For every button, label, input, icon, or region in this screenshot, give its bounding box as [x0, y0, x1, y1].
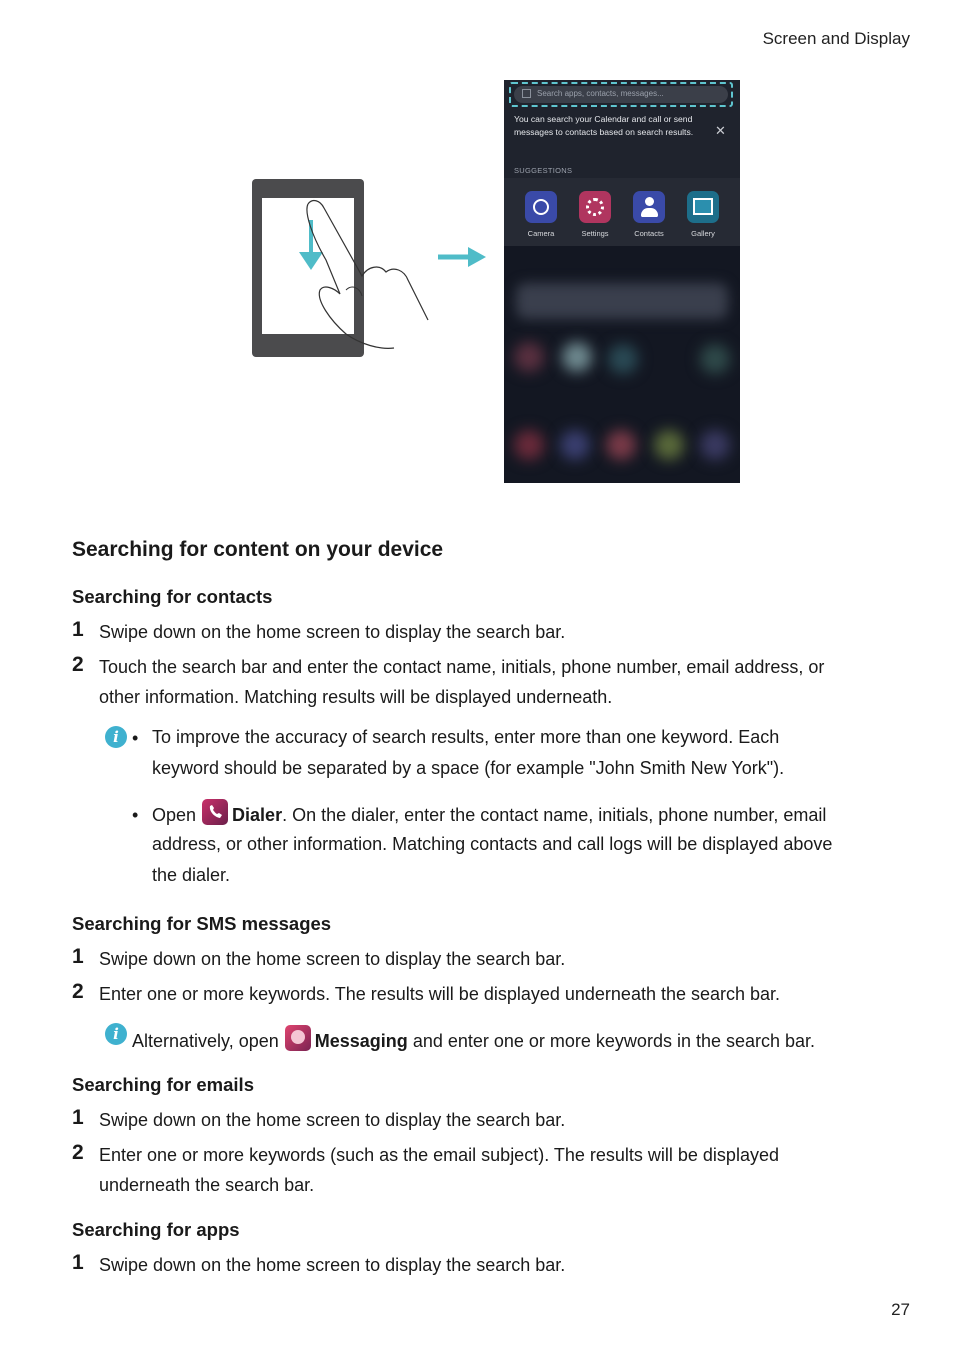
hand-gesture-icon [290, 190, 440, 360]
note-text: keyword should be separated by a space (for example "John Smith New York"). [152, 758, 785, 778]
blurred-icon [514, 430, 544, 460]
gallery-icon [687, 191, 719, 223]
note-open: Open [152, 805, 197, 825]
info-icon: i [105, 726, 127, 748]
phone-search-screenshot [504, 80, 740, 483]
info-icon: i [105, 1023, 127, 1045]
blurred-icon [606, 430, 636, 460]
suggested-app-gallery [678, 191, 728, 238]
suggested-app-camera [516, 191, 566, 238]
step-number: 1 [72, 945, 84, 968]
suggested-app-settings [570, 191, 620, 238]
step-number: 2 [72, 980, 84, 1003]
step-text: Swipe down on the home screen to display the search bar. [99, 622, 566, 642]
step-text: Swipe down on the home screen to display the search bar. [99, 1255, 566, 1275]
note-post: and enter one or more keywords in the search bar. [412, 1031, 816, 1051]
camera-icon [525, 191, 557, 223]
scan-icon [522, 89, 531, 98]
suggested-app-contacts [624, 191, 674, 238]
arrow-right-icon [436, 244, 488, 270]
blurred-icon [654, 430, 684, 460]
note-text: To improve the accuracy of search results, enter more than one keyword. Each [152, 727, 780, 747]
note-text: address, or other information. Matching contacts and call logs will be displayed above [152, 834, 833, 854]
suggestions-label: SUGGESTIONS [514, 166, 573, 175]
running-header: Screen and Display [762, 29, 910, 48]
step-text: Enter one or more keywords (such as the email subject). The results will be displayed [99, 1145, 779, 1165]
heading-apps: Searching for apps [72, 1219, 240, 1240]
blurred-icon [562, 342, 592, 372]
dialer-icon [202, 799, 228, 825]
step-text: other information. Matching results will be displayed underneath. [99, 687, 613, 707]
app-label: Settings [581, 229, 609, 238]
blurred-icon [514, 342, 544, 372]
blurred-icon [700, 430, 730, 460]
blurred-icon [608, 344, 638, 374]
app-label: Gallery [691, 229, 715, 238]
blurred-widget [516, 283, 728, 319]
heading-emails: Searching for emails [72, 1074, 254, 1095]
bullet: • [132, 805, 139, 825]
app-label: Contacts [634, 229, 664, 238]
bullet: • [132, 728, 139, 748]
step-text: Swipe down on the home screen to display the search bar. [99, 1110, 566, 1130]
blurred-icon [560, 430, 590, 460]
app-label: Camera [527, 229, 555, 238]
heading-sms: Searching for SMS messages [72, 913, 332, 934]
step-text: underneath the search bar. [99, 1175, 315, 1195]
dialer-app-name: Dialer [232, 805, 283, 825]
step-number: 1 [72, 618, 84, 641]
note-text [152, 799, 892, 831]
step-text: Swipe down on the home screen to display the search bar. [99, 949, 566, 969]
search-placeholder: Search apps, contacts, messages... [537, 89, 664, 98]
note-rest: . On the dialer, enter the contact name, initials, phone number, email [282, 805, 827, 825]
step-text: Enter one or more keywords. The results will be displayed underneath the search bar. [99, 984, 781, 1004]
messaging-app-name: Messaging [314, 1031, 408, 1051]
note-text: the dialer. [152, 865, 231, 885]
section-title: Searching for content on your device [72, 538, 444, 561]
settings-icon [579, 191, 611, 223]
close-icon: ✕ [715, 123, 726, 138]
search-tip: You can search your Calendar and call or send messages to contacts based on search results. [514, 114, 694, 137]
heading-contacts: Searching for contacts [72, 586, 273, 607]
messaging-icon [285, 1025, 311, 1051]
contacts-icon [633, 191, 665, 223]
step-number: 1 [72, 1251, 84, 1274]
blurred-icon [700, 344, 730, 374]
step-number: 1 [72, 1106, 84, 1129]
note-pre: Alternatively, open [132, 1031, 279, 1051]
note-text [132, 1025, 815, 1056]
step-number: 2 [72, 653, 84, 676]
page-number: 27 [891, 1300, 910, 1319]
step-text: Touch the search bar and enter the contact name, initials, phone number, email address, or [99, 657, 825, 677]
step-number: 2 [72, 1141, 84, 1164]
